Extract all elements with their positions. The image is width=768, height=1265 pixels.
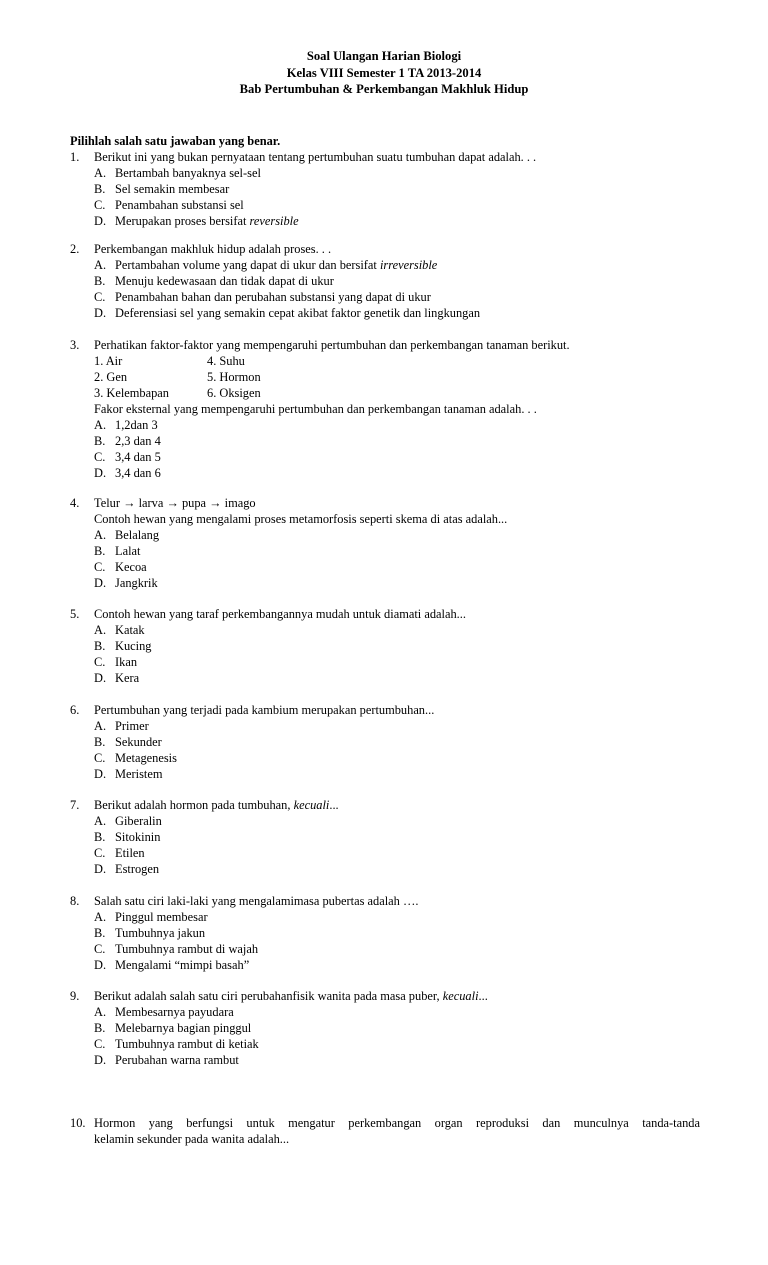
question-number: 2.	[70, 242, 80, 256]
option-a: A. 1,2dan 3	[94, 418, 158, 432]
option-b: B. Melebarnya bagian pinggul	[94, 1021, 252, 1035]
option-b: B. Sitokinin	[94, 830, 161, 844]
header-class: Kelas VIII Semester 1 TA 2013-2014	[286, 65, 482, 80]
option-d: D. Meristem	[94, 767, 163, 781]
option-a: A. Membesarnya payudara	[94, 1005, 234, 1019]
arrow-icon: →	[123, 496, 136, 510]
arrow-icon: →	[166, 496, 179, 510]
question-4	[70, 495, 700, 591]
factor-row: 2. Gen 5. Hormon	[94, 370, 261, 384]
question-text: Contoh hewan yang taraf perkembangannya mudah untuk diamati adalah...	[94, 607, 466, 621]
option-b: B. Menuju kedewasaan dan tidak dapat di ukur	[94, 274, 334, 288]
question-5	[70, 606, 700, 686]
question-number: 6.	[70, 703, 80, 717]
option-b: B. Sel semakin membesar	[94, 182, 230, 196]
option-a: A. Primer	[94, 719, 149, 733]
question-number: 10.	[70, 1116, 86, 1130]
option-d: D. Deferensiasi sel yang semakin cepat akibat faktor genetik dan lingkungan	[94, 306, 481, 320]
option-a: A. Pertambahan volume yang dapat di ukur dan bersifat irreversible	[94, 258, 438, 272]
option-b: B. 2,3 dan 4	[94, 434, 161, 448]
question-text: Berikut adalah salah satu ciri perubahanfisik wanita pada masa puber,	[94, 989, 443, 1003]
question-text: Berikut adalah hormon pada tumbuhan,	[94, 798, 294, 812]
option-d: D. Jangkrik	[94, 576, 158, 590]
question-number: 7.	[70, 798, 80, 812]
question-number: 4.	[70, 496, 80, 510]
question-1	[70, 149, 700, 229]
option-b: B. Sekunder	[94, 735, 162, 749]
option-c: C. Ikan	[94, 655, 138, 669]
question-8	[70, 893, 700, 973]
metamorphosis-scheme	[70, 495, 700, 511]
factor-row: 3. Kelembapan 6. Oksigen	[94, 386, 261, 400]
question-text: Hormon yang berfungsi untuk mengatur perkembangan organ reproduksi dan munculnya tanda-tanda	[94, 1116, 700, 1130]
option-c: C. Penambahan substansi sel	[94, 198, 244, 212]
question-3	[70, 337, 700, 481]
option-d: D. 3,4 dan 6	[94, 466, 161, 480]
stage-pupa: pupa	[181, 496, 207, 510]
factor-row: 1. Air 4. Suhu	[94, 354, 245, 368]
option-b: B. Tumbuhnya jakun	[94, 926, 206, 940]
option-c: C. Etilen	[94, 846, 145, 860]
option-c: C. Tumbuhnya rambut di wajah	[94, 942, 259, 956]
question-text: Berikut ini yang bukan pernyataan tentang pertumbuhan suatu tumbuhan dapat adalah. . .	[94, 150, 537, 164]
question-7: 7. Berikut adalah hormon pada tumbuhan, kecuali... A. Giberalin B. Sitokinin C. Etilen D. Estrogen	[70, 797, 700, 877]
arrow-icon: →	[209, 496, 222, 510]
option-c: C. 3,4 dan 5	[94, 450, 161, 464]
question-number: 9.	[70, 989, 80, 1003]
option-c: C. Metagenesis	[94, 751, 177, 765]
option-d: D. Kera	[94, 671, 140, 685]
question-2	[70, 241, 700, 321]
option-b: B. Lalat	[94, 544, 141, 558]
option-c: C. Penambahan bahan dan perubahan substansi yang dapat di ukur	[94, 290, 431, 304]
option-a: A. Belalang	[94, 528, 160, 542]
stage-egg: Telur	[94, 496, 120, 510]
question-9: 9. Berikut adalah salah satu ciri perubahanfisik wanita pada masa puber, kecuali... A. Membesarnya payudara B. Melebarnya bagian pinggul C. Tumbuhnya rambut di ketiak D. Perubahan warna rambut	[70, 988, 700, 1068]
option-a: A. Katak	[94, 623, 145, 637]
stage-larva: larva	[138, 496, 164, 510]
option-b: B. Kucing	[94, 639, 152, 653]
question-10	[70, 1115, 700, 1147]
question-prompt: Fakor eksternal yang mempengaruhi pertumbuhan dan perkembangan tanaman adalah. . .	[94, 402, 537, 416]
question-number: 1.	[70, 150, 80, 164]
question-text: Perkembangan makhluk hidup adalah proses. . .	[94, 242, 332, 256]
question-text-continued: kelamin sekunder pada wanita adalah...	[94, 1132, 290, 1146]
header-title: Soal Ulangan Harian Biologi	[306, 49, 462, 63]
question-number: 5.	[70, 607, 80, 621]
option-d: D. Estrogen	[94, 862, 160, 876]
question-number: 3.	[70, 338, 80, 352]
question-text: Pertumbuhan yang terjadi pada kambium merupakan pertumbuhan...	[94, 703, 435, 717]
question-text: Salah satu ciri laki-laki yang mengalamimasa pubertas adalah ….	[94, 894, 419, 908]
option-a: A. Bertambah banyaknya sel-sel	[94, 166, 261, 180]
option-a: A. Pinggul membesar	[94, 910, 208, 924]
question-6	[70, 702, 700, 782]
option-c: C. Kecoa	[94, 560, 147, 574]
stage-imago: imago	[224, 496, 256, 510]
header-chapter: Bab Pertumbuhan & Perkembangan Makhluk Hidup	[239, 82, 529, 96]
option-d: D. Merupakan proses bersifat reversible	[94, 214, 299, 228]
question-text: Perhatikan faktor-faktor yang mempengaruhi pertumbuhan dan perkembangan tanaman berikut.	[94, 338, 570, 352]
question-number: 8.	[70, 894, 80, 908]
option-a: A. Giberalin	[94, 814, 162, 828]
option-d: D. Perubahan warna rambut	[94, 1053, 239, 1067]
option-c: C. Tumbuhnya rambut di ketiak	[94, 1037, 259, 1051]
option-d: D. Mengalami “mimpi basah”	[94, 958, 250, 972]
document-header	[0, 48, 768, 98]
question-text: Contoh hewan yang mengalami proses metamorfosis seperti skema di atas adalah...	[94, 512, 508, 526]
instruction: Pilihlah salah satu jawaban yang benar.	[70, 134, 281, 148]
